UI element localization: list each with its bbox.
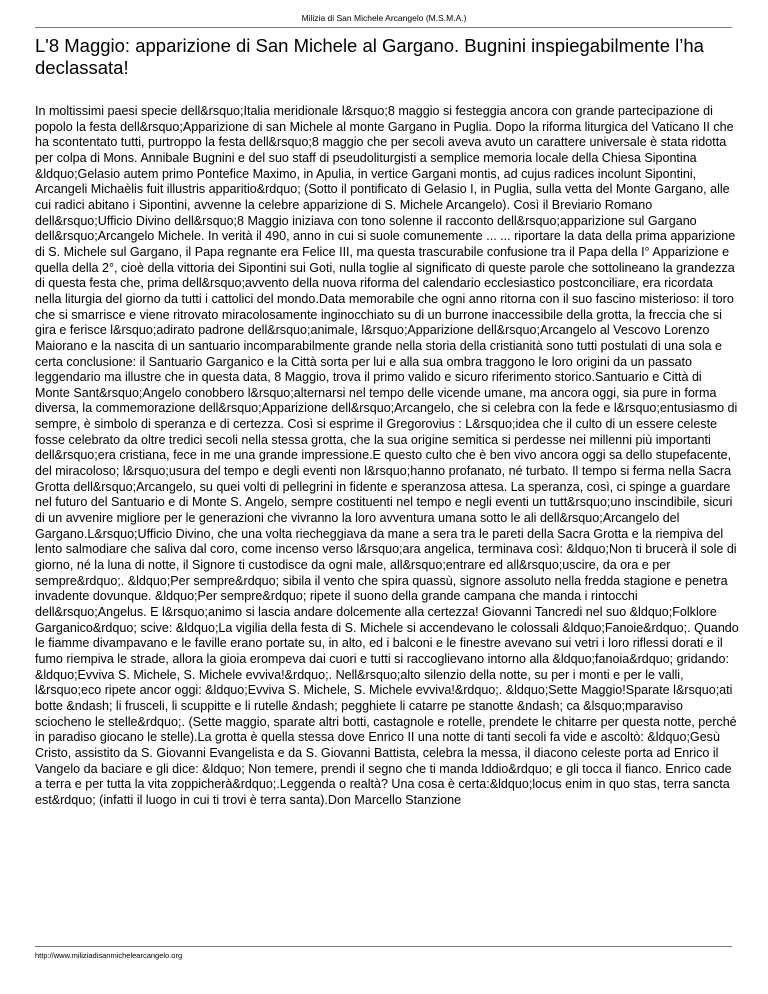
page-header: Milizia di San Michele Arcangelo (M.S.M.A.) — [301, 13, 467, 23]
footer-divider — [35, 946, 732, 947]
article-body: In moltissimi paesi specie dell&rsquo;Italia meridionale l&rsquo;8 maggio si festeggia ancora con grande partecipazione di popolo la festa dell&rsquo;Apparizione di san Michele al monte Gargano in Puglia. Dopo la riforma liturgica del Vaticano II che ha scontentato tutti, purtroppo la festa dell&rsquo;8 maggio che per secoli aveva avuto un carattere universale è stata ridotta per colpa di Mons. Annibale Bugnini e del suo staff di pseudoliturgisti a semplice memoria locale della Chiesa Sipontina &ldquo;Gelasio autem primo Pontefice Maximo, in Apulia, in vertice Gargani montis, ad cujus radices incolunt Sipontini, Arcangeli Michaèlis fuit illustris apparitio&rdquo; (Sotto il pontificato di Gelasio I, in Puglia, sulla vetta del Monte Gargano, alle cui radici abitano i Sipontini, avvenne la celebre apparizione di S. Michele Arcangelo). Così il Breviario Romano dell&rsquo;Ufficio Divino dell&rsquo;8 Maggio iniziava con tono solenne il racconto dell&rsquo;apparizione sul Gargano dell&rsquo;Arcangelo Michele. In verità il 490, anno in cui si suole comunemente ... ... riportare la data della prima apparizione di S. Michele sul Gargano, il Papa regnante era Felice III, ma questa trascurabile confusione tra il Papa della I° Apparizione e quella della 2°, cioè della vittoria dei Sipontini sui Goti, nulla toglie al significato di queste parole che sottolineano la grandezza di questa festa che, prima dell&rsquo;avvento della nuova riforma del calendario ecclesiastico postconciliare, era ricordata nella liturgia del giorno da tutti i cattolici del mondo.Data memorabile che ogni anno ritorna con il suo fascino misterioso: il toro che si smarrisce e viene ritrovato miracolosamente inginocchiato su di un burrone inaccessibile della grotta, la freccia che si gira e ferisce l&rsquo;adirato padrone dell&rsquo;animale, l&rsquo;Apparizione dell&rsquo;Arcangelo al Vescovo Lorenzo Maiorano e la nascita di un santuario incomparabilmente grande nella storia della cristianità sono tutti postulati di una sola e certa conclusione: il Santuario Garganico e la Città sorta per lui e alla sua ombra traggono le loro origini da un passato leggendario ma illustre che in questa data, 8 Maggio, trova il primo valido e sicuro riferimento storico.Santuario e Città di Monte Sant&rsquo;Angelo conobbero l&rsquo;alternarsi nel tempo delle vicende umane, ma ancora oggi, sia pure in forma diversa, la commemorazione dell&rsquo;Apparizione dell&rsquo;Arcangelo, che si celebra con la fede e l&rsquo;entusiasmo di sempre, è simbolo di speranza e di certezza. Così si esprime il Gregorovius : L&rsquo;idea che il culto di un essere celeste fosse celebrato da oltre tredici secoli nella stessa grotta, che la sua origine semitica si perdesse nei millenni più importanti dell&rsquo;era cristiana, fece in me una grande impressione.E questo culto che è ben vivo ancora oggi sa dello stupefacente, del miracoloso; l&rsquo;usura del tempo e degli eventi non l&rsquo;hanno profanato, né turbato. Il tempo si ferma nella Sacra Grotta dell&rsquo;Arcangelo, su quei volti di pellegrini in fidente e speranzosa attesa. La speranza, così, ci spinge a guardare nel futuro del Santuario e di Monte S. Angelo, sempre costituenti nel tempo e negli eventi un tutt&rsquo;uno inscindibile, sicuri di un avvenire migliore per le generazioni che vivranno la loro avventura umana sotto le ali dell&rsquo;Arcangelo del Gargano.L&rsquo;Ufficio Divino, che una volta riecheggiava da mane a sera tra le pareti della Sacra Grotta e la riempiva del lento salmodiare che saliva dal coro, come incenso verso l&rsquo;ara angelica, terminava così: &ldquo;Non ti brucerà il sole di giorno, né la luna di notte, il Signore ti custodisce da ogni male, all&rsquo;entrare ed all&rsquo;uscire, da ora e per sempre&rdquo;. &ldquo;Per sempre&rdquo; sibila il vento che spira quassù, signore assoluto nella fredda stagione e penetra invadente dovunque. &ldquo;Per sempre&rdquo; ripete il suono della grande campana che manda i rintocchi dell&rsquo;Angelus. E l&rsquo;animo si lascia andare dolcemente alla certezza! Giovanni Tancredi nel suo &ldquo;Folklore Garganico&rdquo; scive: &ldquo;La vigilia della festa di S. Michele si accendevano le colossali &ldquo;Fanoie&rdquo;. Quando le fiamme divampavano e le faville erano portate su, in alto, ed i balconi e le finestre avevano sui vetri i loro riflessi dorati e il fumo riempiva le strade, allora la gioia erompeva dai cuori e tutti si raccoglievano intorno alla &ldquo;fanoia&rdquo; gridando: &ldquo;Evviva S. Michele, S. Michele evviva!&rdquo;. Nell&rsquo;alto silenzio della notte, su per i monti e per le valli, l&rsquo;eco ripete ancor oggi: &ldquo;Evviva S. Michele, S. Michele evviva!&rdquo;. &ldquo;Sette Maggio!Sparate l&rsquo;ati botte &ndash; li frusceli, li scuppitte e li rutelle &ndash; pegghiete li catarre pe stanotte &ndash; ca &lsquo;mparaviso sciocheno le stelle&rdquo;. (Sette maggio, sparate altri botti, castagnole e rotelle, prendete le chitarre per questa notte, perché in paradiso giocano le stelle).La grotta è quella stessa dove Enrico II una notte di tanti secoli fa vide e ascoltò: &ldquo;Gesù Cristo, assistito da S. Giovanni Evangelista e da S. Giovanni Battista, celebra la messa, il diacono celeste porta ad Enrico il Vangelo da baciare e gli dice: &ldquo; Non temere, prendi il segno che ti manda Iddio&rdquo; e gli tocca il fianco. Enrico cade a terra e per tutta la vita zoppicherà&rdquo;.Leggenda o realtà? Una cosa è certa:&ldquo;locus enim in quo stas, terra sancta est&rdquo; (infatti il luogo in cui ti trovi è terra santa).Don Marcello Stanzione — [35, 104, 739, 807]
footer-url: http://www.miliziadisanmichelearcangelo.org — [35, 951, 183, 960]
article-title: L'8 Maggio: apparizione di San Michele al Gargano. Bugnini inspiegabilmente l’ha declassata! — [35, 35, 704, 78]
header-divider — [35, 27, 732, 28]
